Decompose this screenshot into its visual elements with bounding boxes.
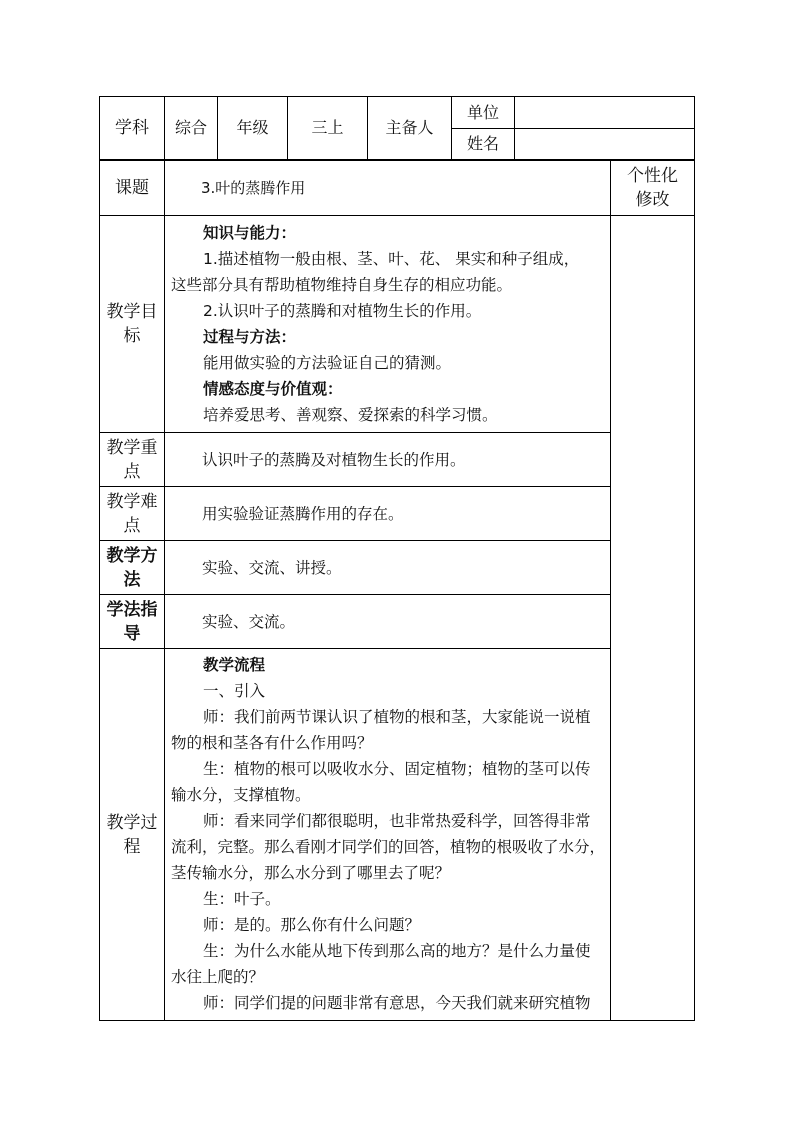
key-points-label: 教学重点 <box>100 433 165 487</box>
difficulties-label: 教学难点 <box>100 487 165 541</box>
topic-label: 课题 <box>100 161 165 216</box>
emotion-heading: 情感态度与价值观： <box>203 380 343 398</box>
main-table <box>99 160 695 1021</box>
personal-edit-area[interactable] <box>611 216 695 1021</box>
study-methods-text: 实验、交流。 <box>165 595 611 649</box>
knowledge-item-1b: 这些部分具有帮助植物维持自身生存的相应功能。 <box>171 276 513 294</box>
methods-label: 教学方法 <box>100 541 165 595</box>
section-intro: 一、引入 <box>203 682 266 700</box>
knowledge-item-1a: 1.描述植物一般由根、茎、叶、花、 果实和种子组成， <box>203 250 580 268</box>
study-methods-label: 学法指导 <box>100 595 165 649</box>
process-content <box>165 649 611 1021</box>
name-value[interactable] <box>515 129 695 160</box>
process-text: 能用做实验的方法验证自己的猜测。 <box>203 354 452 372</box>
goals-label: 教学目标 <box>100 216 165 433</box>
dialogue-6b: 水往上爬的？ <box>171 968 265 986</box>
dialogue-3b: 流利，完整。那么看刚才同学们的回答，植物的根吸收了水分， <box>171 838 606 856</box>
dialogue-7: 师：同学们提的问题非常有意思，今天我们就来研究植物 <box>203 994 591 1012</box>
subject-value: 综合 <box>165 97 218 160</box>
key-points-text: 认识叶子的蒸腾及对植物生长的作用。 <box>165 433 611 487</box>
grade-label: 年级 <box>218 97 288 160</box>
emotion-text: 培养爱思考、善观察、爱探索的科学习惯。 <box>203 406 498 424</box>
goals-content <box>165 216 611 433</box>
personal-edit-label: 个性化修改 <box>611 161 695 216</box>
dialogue-1a: 师：我们前两节课认识了植物的根和茎，大家能说一说植 <box>203 708 591 726</box>
process-label: 教学过程 <box>100 649 165 1021</box>
preparer-label: 主备人 <box>368 97 452 160</box>
header-table <box>99 96 695 160</box>
knowledge-heading: 知识与能力： <box>203 224 297 242</box>
dialogue-1b: 物的根和茎各有什么作用吗？ <box>171 734 373 752</box>
name-label: 姓名 <box>452 129 515 160</box>
dialogue-3c: 茎传输水分，那么水分到了哪里去了呢？ <box>171 864 451 882</box>
dialogue-4: 生：叶子。 <box>203 890 281 908</box>
process-heading: 过程与方法： <box>203 328 297 346</box>
knowledge-item-2: 2.认识叶子的蒸腾和对植物生长的作用。 <box>203 302 482 320</box>
subject-label: 学科 <box>100 97 165 160</box>
process-flow-heading: 教学流程 <box>203 656 266 674</box>
dialogue-2a: 生：植物的根可以吸收水分、固定植物；植物的茎可以传 <box>203 760 591 778</box>
dialogue-3a: 师：看来同学们都很聪明，也非常热爱科学，回答得非常 <box>203 812 591 830</box>
difficulties-text: 用实验验证蒸腾作用的存在。 <box>165 487 611 541</box>
unit-value[interactable] <box>515 97 695 129</box>
grade-value: 三上 <box>288 97 368 160</box>
dialogue-6a: 生：为什么水能从地下传到那么高的地方？是什么力量使 <box>203 942 591 960</box>
dialogue-5: 师：是的。那么你有什么问题？ <box>203 916 421 934</box>
topic-value: 3.叶的蒸腾作用 <box>165 161 611 216</box>
dialogue-2b: 输水分，支撑植物。 <box>171 786 311 804</box>
methods-text: 实验、交流、讲授。 <box>165 541 611 595</box>
unit-label: 单位 <box>452 97 515 129</box>
